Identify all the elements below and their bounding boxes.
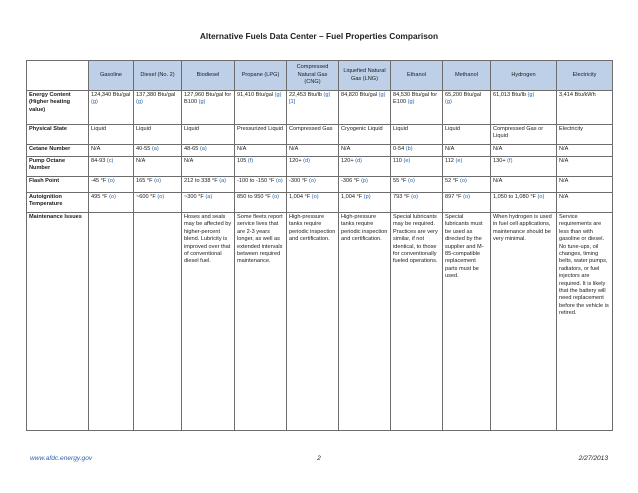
cell-text: 84-93: [91, 158, 107, 164]
cell-text: Liquid: [91, 126, 106, 132]
reference-marker[interactable]: (a): [151, 146, 159, 152]
reference-marker[interactable]: (e): [403, 158, 411, 164]
table-cell: [134, 145, 182, 157]
reference-marker[interactable]: (c): [106, 158, 114, 164]
table-cell: [557, 157, 613, 177]
table-cell: [391, 177, 443, 193]
cell-text: 137,380 Btu/gal: [136, 92, 176, 98]
table-row: [27, 213, 613, 431]
table-cell: [182, 157, 235, 177]
cell-text: 3,414 Btu/kWh: [559, 92, 596, 98]
table-cell: [134, 213, 182, 431]
table-cell: [134, 157, 182, 177]
cell-text: Electricity: [559, 126, 583, 132]
cell-text: Some fleets report service lives that are 2-3 years longer, as well as extended intervals between required maintenance.: [237, 214, 283, 265]
table-cell: [339, 193, 391, 213]
cell-text: N/A: [559, 178, 569, 184]
reference-marker[interactable]: (o): [107, 178, 115, 184]
cell-text: 120+: [341, 158, 356, 164]
cell-text: N/A: [91, 146, 101, 152]
reference-marker[interactable]: (g): [527, 92, 535, 98]
cell-text: 1,050 to 1,080 °F: [493, 194, 538, 200]
cell-text: 84,820 Btu/gal: [341, 92, 379, 98]
table-cell: [89, 177, 134, 193]
cell-text: -45 °F: [91, 178, 108, 184]
cell-text: N/A: [289, 146, 299, 152]
table-body: [27, 91, 613, 431]
reference-marker[interactable]: (a): [199, 146, 207, 152]
reference-marker[interactable]: (o): [411, 194, 418, 200]
reference-marker[interactable]: (a): [219, 178, 227, 184]
table-cell: [235, 145, 287, 157]
reference-marker[interactable]: (f): [507, 158, 513, 164]
cell-text: 165 °F: [136, 178, 155, 184]
column-header: Propane (LPG): [235, 61, 287, 91]
table-cell: [89, 125, 134, 145]
table-cell: [391, 213, 443, 431]
table-cell: [235, 125, 287, 145]
row-label: Pump Octane Number: [27, 157, 89, 177]
reference-marker[interactable]: (p): [360, 178, 368, 184]
reference-marker[interactable]: (o): [311, 194, 319, 200]
reference-marker[interactable]: (g): [198, 99, 206, 106]
table-cell: [339, 91, 391, 125]
footer-date: 2/27/2013: [578, 455, 608, 462]
table-cell: [182, 145, 235, 157]
column-header: Ethanol: [391, 61, 443, 91]
cell-text: 212 to 338 °F: [184, 178, 220, 184]
table-row: [27, 125, 613, 145]
table-cell: [391, 91, 443, 125]
reference-marker[interactable]: (o): [459, 178, 467, 184]
table-cell: [287, 213, 339, 431]
cell-text: High-pressure tanks require periodic inspection and certification.: [341, 214, 388, 243]
cell-text: Compressed Gas or Liquid: [493, 126, 544, 140]
table-row: [27, 91, 613, 125]
table-cell: [557, 193, 613, 213]
table-cell: [557, 125, 613, 145]
table-cell: [287, 193, 339, 213]
cell-text: 55 °F: [393, 178, 408, 184]
table-cell: [287, 145, 339, 157]
table-cell: [182, 193, 235, 213]
cell-text: N/A: [493, 178, 503, 184]
cell-text: -100 to -150 °F: [237, 178, 276, 184]
cell-text: N/A: [493, 146, 503, 152]
column-header: Biodiesel: [182, 61, 235, 91]
table-cell: [287, 177, 339, 193]
header-blank-cell: [27, 61, 89, 91]
table-header: [27, 61, 613, 91]
table-cell: [491, 125, 557, 145]
cell-text: 112: [445, 158, 456, 164]
column-header: Diesel (No. 2): [134, 61, 182, 91]
reference-marker[interactable]: (f): [247, 158, 254, 164]
table-cell: [235, 177, 287, 193]
cell-text: N/A: [559, 194, 569, 200]
cell-text: 120+: [289, 158, 304, 164]
table-cell: [443, 91, 491, 125]
cell-text: 897 °F: [445, 194, 464, 200]
cell-text: 0-54: [393, 146, 406, 152]
table-cell: [443, 157, 491, 177]
table-cell: [287, 157, 339, 177]
cell-text: Liquid: [136, 126, 151, 132]
table-cell: [391, 125, 443, 145]
reference-marker[interactable]: (o): [154, 178, 161, 184]
cell-text: ~300 °F: [184, 194, 206, 200]
table-cell: [89, 157, 134, 177]
table-cell: [235, 91, 287, 125]
row-label: Flash Point: [27, 177, 89, 193]
cell-text: 495 °F: [91, 194, 110, 200]
row-label: Cetane Number: [27, 145, 89, 157]
table-cell: [339, 145, 391, 157]
column-header: Compressed Natural Gas (CNG): [287, 61, 339, 91]
row-label: Physical State: [27, 125, 89, 145]
table-cell: [443, 213, 491, 431]
cell-text: Service requirements are less than with gasoline or diesel. No tune-ups, oil changes, timing belts, water pumps, radiators, or fuel injectors are required. It is likely that the battery will need replacement before the vehicle is retired.: [559, 214, 609, 317]
cell-text: N/A: [445, 146, 455, 152]
reference-marker[interactable]: (d): [355, 158, 362, 164]
cell-text: N/A: [184, 158, 194, 164]
table-cell: [134, 193, 182, 213]
cell-text: 850 to 950 °F: [237, 194, 273, 200]
reference-marker[interactable]: (e): [455, 158, 463, 164]
table-cell: [339, 213, 391, 431]
table-cell: [491, 177, 557, 193]
cell-text: 65,200 Btu/gal: [445, 92, 482, 98]
cell-text: 22,453 Btu/lb: [289, 92, 324, 98]
table-cell: [491, 145, 557, 157]
cell-text: 40-55: [136, 146, 152, 152]
table-cell: [89, 213, 134, 431]
table-cell: [557, 213, 613, 431]
table-cell: [557, 91, 613, 125]
row-label: Autoignition Temperature: [27, 193, 89, 213]
table-cell: [287, 91, 339, 125]
table-cell: [391, 145, 443, 157]
footer-url[interactable]: www.afdc.energy.gov: [30, 455, 93, 462]
table-cell: [89, 193, 134, 213]
reference-marker[interactable]: (g): [136, 99, 143, 106]
table-cell: [443, 125, 491, 145]
table-cell: [391, 193, 443, 213]
table-cell: [391, 157, 443, 177]
column-header: Hydrogen: [491, 61, 557, 91]
cell-text: N/A: [341, 146, 351, 152]
column-header: Electricity: [557, 61, 613, 91]
reference-marker[interactable]: (o): [275, 178, 283, 184]
cell-text: N/A: [136, 158, 146, 164]
cell-text: Special lubricants must be used as directed by the supplier and M-85-compatible replacement parts must be used.: [445, 214, 484, 280]
reference-marker[interactable]: (g) [1]: [289, 92, 331, 106]
cell-text: 52 °F: [445, 178, 460, 184]
table-cell: [134, 177, 182, 193]
cell-text: N/A: [559, 146, 569, 152]
table-cell: [491, 91, 557, 125]
cell-text: ~600 °F: [136, 194, 158, 200]
cell-text: 61,013 Btu/lb: [493, 92, 528, 98]
reference-marker[interactable]: (g): [407, 99, 415, 106]
reference-marker[interactable]: (g): [445, 99, 452, 106]
table-row: [27, 157, 613, 177]
cell-text: Liquid: [184, 126, 199, 132]
table-cell: [491, 193, 557, 213]
cell-text: -306 °F: [341, 178, 361, 184]
table-cell: [182, 91, 235, 125]
reference-marker[interactable]: (g): [91, 99, 98, 106]
table-row: [27, 177, 613, 193]
table-cell: [339, 125, 391, 145]
table-cell: [182, 213, 235, 431]
cell-text: N/A: [237, 146, 247, 152]
page-title: Alternative Fuels Data Center – Fuel Properties Comparison: [199, 31, 439, 41]
table-cell: [443, 193, 491, 213]
reference-marker[interactable]: (o): [157, 194, 165, 200]
reference-marker[interactable]: (g): [274, 92, 282, 98]
cell-text: 1,004 °F: [341, 194, 364, 200]
table-row: [27, 193, 613, 213]
cell-text: 130+: [493, 158, 508, 164]
row-label: Energy Content (Higher heating value): [27, 91, 89, 125]
table-cell: [235, 193, 287, 213]
table-cell: [557, 145, 613, 157]
cell-text: Cryogenic Liquid: [341, 126, 383, 132]
table-cell: [235, 213, 287, 431]
table-cell: [443, 177, 491, 193]
cell-text: 124,340 Btu/gal: [91, 92, 131, 98]
table-cell: [89, 91, 134, 125]
cell-text: Liquid: [393, 126, 408, 132]
row-label: Maintenance Issues: [27, 213, 89, 431]
cell-text: High-pressure tanks require periodic inspection and certification.: [289, 214, 336, 243]
footer-page-number: 2: [317, 455, 321, 462]
cell-text: 91,410 Btu/gal: [237, 92, 275, 98]
cell-text: 1,004 °F: [289, 194, 312, 200]
cell-text: When hydrogen is used in fuel cell applications, maintenance should be very minimal.: [493, 214, 552, 243]
cell-text: 110: [393, 158, 404, 164]
cell-text: 84,530 Btu/gal for E100: [393, 92, 438, 106]
cell-text: N/A: [559, 158, 569, 164]
table-cell: [339, 177, 391, 193]
cell-text: 127,960 Btu/gal for B100: [184, 92, 232, 106]
cell-text: 48-65: [184, 146, 200, 152]
column-header: Methanol: [443, 61, 491, 91]
table-cell: [491, 213, 557, 431]
reference-marker[interactable]: (o): [463, 194, 470, 200]
table-cell: [491, 157, 557, 177]
table-cell: [235, 157, 287, 177]
table-cell: [443, 145, 491, 157]
column-header: Gasoline: [89, 61, 134, 91]
reference-marker[interactable]: (a): [205, 194, 213, 200]
reference-marker[interactable]: (p): [363, 194, 371, 200]
table-cell: [339, 157, 391, 177]
reference-marker[interactable]: (d): [303, 158, 310, 164]
cell-text: -300 °F: [289, 178, 309, 184]
cell-text: 793 °F: [393, 194, 412, 200]
reference-marker[interactable]: (o): [308, 178, 316, 184]
reference-marker[interactable]: (o): [272, 194, 280, 200]
reference-marker[interactable]: (o): [537, 194, 545, 200]
table-row: [27, 145, 613, 157]
table-cell: [182, 177, 235, 193]
cell-text: 105: [237, 158, 248, 164]
cell-text: Pressurized Liquid: [237, 126, 284, 132]
table-cell: [89, 145, 134, 157]
reference-marker[interactable]: (g): [378, 92, 386, 98]
column-header: Liquefied Natural Gas (LNG): [339, 61, 391, 91]
table-cell: [557, 177, 613, 193]
cell-text: Hoses and seals may be affected by higher-percent blend. Lubricity is improved over that of conventional diesel fuel.: [184, 214, 232, 265]
table-cell: [287, 125, 339, 145]
table-cell: [182, 125, 235, 145]
table-cell: [134, 91, 182, 125]
cell-text: Special lubricants may be required. Practices are very similar, if not identical, to those for conventionally fueled operations.: [393, 214, 438, 265]
table-cell: [134, 125, 182, 145]
cell-text: Compressed Gas: [289, 126, 333, 132]
reference-marker[interactable]: (o): [407, 178, 415, 184]
fuel-properties-table: [26, 60, 613, 431]
cell-text: Liquid: [445, 126, 460, 132]
reference-marker[interactable]: (b): [405, 146, 413, 152]
reference-marker[interactable]: (o): [109, 194, 116, 200]
